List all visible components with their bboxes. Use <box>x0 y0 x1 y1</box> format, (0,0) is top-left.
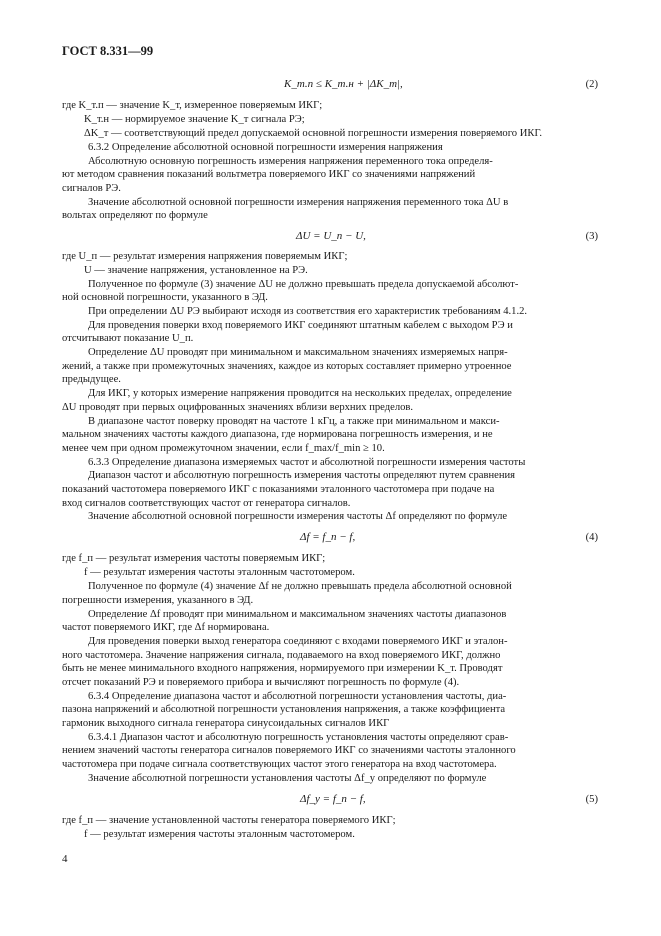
text-line: В диапазоне частот поверку проводят на частоте 1 кГц, а также при минимальном и макси- <box>88 416 500 427</box>
text-line: нением значений частоты генератора сигналов поверяемого ИКГ со значениями частоты эталонного <box>62 745 516 756</box>
formula-2-number: (2) <box>585 79 598 90</box>
text-line: предыдущее. <box>62 374 121 385</box>
text-line: Определение ΔU проводят при минимальном и максимальном значениях измеряемых напря- <box>88 347 508 358</box>
text-line: Абсолютную основную погрешность измерения напряжения переменного тока определя- <box>88 156 493 167</box>
text-line: отсчет показаний РЭ и поверяемого прибора и вычисляют погрешность по формуле (4). <box>62 677 460 688</box>
formula-5-number: (5) <box>585 794 598 805</box>
text-line: жений, а также при промежуточных значениях, каждое из которых составляет примерно утроенное <box>62 361 512 372</box>
text-line: K_т.н — нормируемое значение K_т сигнала РЭ; <box>84 114 305 125</box>
text-line: Для проведения поверки вход поверяемого ИКГ соединяют штатным кабелем с выходом РЭ и <box>88 320 513 331</box>
page-header: ГОСТ 8.331—99 <box>62 44 154 58</box>
text-line: мальном значениях частоты каждого диапазона, где нормирована погрешность измерения, и не <box>62 429 493 440</box>
text-line: f — результат измерения частоты эталонным частотомером. <box>84 567 355 578</box>
text-line: быть не менее минимального входного напряжения, нормируемого при измерении K_т. Проводят <box>62 663 503 674</box>
formula-2: K_т.п ≤ K_т.н + |ΔK_т|, <box>284 78 403 90</box>
text-line: погрешности измерения, указанного в ЭД. <box>62 595 254 606</box>
text-line: Диапазон частот и абсолютную погрешность измерения частоты определяют путем сравнения <box>88 470 516 481</box>
text-line: Определение Δf проводят при минимальном и максимальном значениях частоты диапазонов <box>88 609 507 620</box>
text-line: где f_п — значение установленной частоты генератора поверяемого ИКГ; <box>62 815 396 826</box>
formula-3: ΔU = U_п − U, <box>296 230 366 242</box>
formula-3-number: (3) <box>585 231 598 242</box>
section-heading: 6.3.2 Определение абсолютной основной погрешности измерения напряжения <box>88 142 443 153</box>
section-heading: 6.3.4 Определение диапазона частот и абсолютной погрешности установления частоты, диа- <box>88 691 507 702</box>
text-line: показаний частотомера поверяемого ИКГ с показаниями эталонного частотомера при подаче на <box>62 484 495 495</box>
text-line: вольтах определяют по формуле <box>62 210 208 221</box>
text-line: ют методом сравнения показаний вольтметра поверяемого ИКГ со значениями напряжений <box>62 169 476 180</box>
text-line: ного частотомера. Значение напряжения сигнала, подаваемого на вход поверяемого ИКГ, должно <box>62 650 501 661</box>
text-line: Для ИКГ, у которых измерение напряжения проводится на нескольких пределах, определение <box>88 388 512 399</box>
text-line: U — значение напряжения, установленное на РЭ. <box>84 265 308 276</box>
text-line: частотомера при подаче сигнала соответствующих частот этого генератора на вход частотомера. <box>62 759 497 770</box>
text-line: Значение абсолютной основной погрешности измерения частоты Δf определяют по формуле <box>88 511 508 522</box>
text-line: Для проведения поверки выход генератора соединяют с входами поверяемого ИКГ и эталон- <box>88 636 508 647</box>
text-line: вход сигналов соответствующих частот от генератора сигналов. <box>62 498 351 509</box>
formula-4: Δf = f_п − f, <box>300 531 356 543</box>
text-line: менее чем при одном промежуточном значении, если f_max/f_min ≥ 10. <box>62 443 385 454</box>
text-line: частот поверяемого ИКГ, где Δf нормирована. <box>62 622 270 633</box>
text-line: Значение абсолютной погрешности установления частоты Δf_у определяют по формуле <box>88 773 487 784</box>
text-line: где K_т.п — значение K_т, измеренное поверяемым ИКГ; <box>62 100 323 111</box>
page-number: 4 <box>62 853 68 865</box>
text-line: пазона напряжений и абсолютной погрешности установления напряжения, а также коэффициента <box>62 704 506 715</box>
text-line: Полученное по формуле (4) значение Δf не должно превышать предела абсолютной основной <box>88 581 512 592</box>
text-line: гармоник выходного сигнала генератора синусоидальных сигналов ИКГ <box>62 718 390 729</box>
text-line: где f_п — результат измерения частоты поверяемым ИКГ; <box>62 553 326 564</box>
text-line: При определении ΔU РЭ выбирают исходя из соответствия его характеристик требованиям 4.1.2. <box>88 306 528 317</box>
text-line: отсчитывают показание U_п. <box>62 333 194 344</box>
text-line: ной основной погрешности, указанного в ЭД. <box>62 292 268 303</box>
text-line: f — результат измерения частоты эталонным частотомером. <box>84 829 355 840</box>
formula-5: Δf_у = f_п − f, <box>300 793 366 805</box>
text-line: сигналов РЭ. <box>62 183 121 194</box>
text-line: где U_п — результат измерения напряжения поверяемым ИКГ; <box>62 251 348 262</box>
text-line: Значение абсолютной основной погрешности измерения напряжения переменного тока ΔU в <box>88 197 509 208</box>
text-line: Полученное по формуле (3) значение ΔU не должно превышать предела допускаемой абсолют- <box>88 279 519 290</box>
text-line: ΔK_т — соответствующий предел допускаемой основной погрешности измерения поверяемого ИКГ. <box>84 128 543 139</box>
formula-4-number: (4) <box>585 532 598 543</box>
section-heading: 6.3.3 Определение диапазона измеряемых частот и абсолютной погрешности измерения частоты <box>88 457 526 468</box>
text-line: ΔU проводят при первых оцифрованных значениях вблизи верхних пределов. <box>62 402 414 413</box>
text-line: 6.3.4.1 Диапазон частот и абсолютную погрешность установления частоты определяют срав- <box>88 732 509 743</box>
